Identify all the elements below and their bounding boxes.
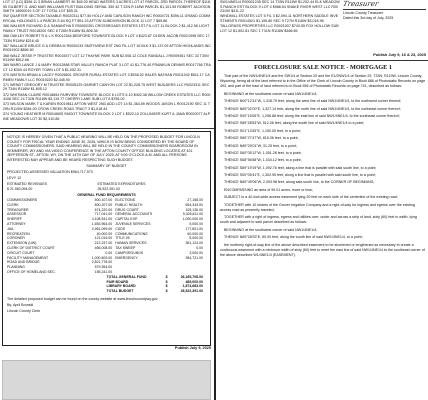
budget-summary-heading: SUMMARY OF BUDGET [86, 163, 127, 168]
foreclosure-paragraph: BEGINNING at the southwest corner of said NW1/4NE1/4; [224, 227, 318, 232]
budget-item-amount: 4,108,541.00 [91, 217, 113, 222]
right-column [218, 0, 428, 400]
foreclosure-paragraph: THENCE N89°28'53"E, 60.00 feet, along the south line of said NW1/4NE1/4, to a point; [224, 235, 363, 240]
budget-item-name: EMERGENCY [115, 255, 138, 260]
budget-item-name: CAPITAL EXP. [115, 217, 138, 222]
budget-section-heading: GENERAL FUND REQUIREMENTS [77, 192, 136, 197]
budget-item-amount: 40,000.00 [96, 231, 113, 236]
budget-item-amount: 3,000.00 [189, 250, 203, 255]
budget-totals-table [7, 275, 206, 294]
budget-total-amount: 489,000.00 [185, 279, 203, 284]
budget-item-name: TAX SWEEP [115, 246, 136, 251]
budget-total-amount: 26,165,708.00 [180, 274, 203, 279]
signature-line [343, 9, 426, 10]
budget-total-currency: $ [165, 284, 168, 289]
foreclosure-paragraph: THENCE S00°15'05"E, 1,296.88 feet, along the east line of said NW1/4NE1/4, to the southeast corner thereof; [224, 113, 400, 118]
budget-item-amount: 155,241.00 [94, 270, 113, 275]
budget-item-name: EXTENSION (UW) [7, 241, 37, 246]
budget-total-label: TOTAL GENERAL FUND [106, 274, 147, 279]
tax-list-entry: 367 WALLACE BRUCE G & DEBRA M R0000233 SMITHVIEW EST 2ND FIL LOT 16 BLK 3 $1,137.09 AFTON HIGHLANDS INC R0011902 $896.50 [3, 43, 211, 53]
left-column [0, 0, 213, 400]
budget-signer: By: April Brunski [7, 303, 34, 308]
budget-item-name: ROAD AND BRIDGE [7, 260, 40, 265]
foreclosure-paragraph: THENCE N89°49'06"W, 2,093.98 feet, along said south line, to the CORNER OF BEGINNING; [224, 180, 375, 185]
budget-item-amount: 5,426,611.00 [182, 212, 203, 217]
budget-item-name: JAIL [7, 226, 15, 231]
foreclosure-paragraph: TOGETHER with 10 shares of the Grover Irrigation Company and a right-of-way for ingress and egress over the existing access road as presently traveled; [220, 202, 415, 212]
foreclosure-notice [220, 64, 426, 400]
budget-item-amount: 579,354.00 [94, 265, 113, 270]
foreclosure-body [220, 74, 426, 258]
col-expend-label: ESTIMATED EXPENDITURES [97, 181, 146, 186]
budget-item-name: CLERK [7, 202, 19, 207]
budget-item-amount: 500,107.00 [94, 198, 113, 203]
tax-list-entry: 371 WENDT GREGORY M TRUSTEE R0005125 GARNET CANYON LOT 22 $1,228.75 WEST BUILDERS LLC R0023311 SEC 29 T34N R118W $1,605.12 [3, 82, 210, 92]
budget-valuation: PROJECTED ASSESSED VALUATION $964,717,973 [7, 169, 93, 174]
budget-item-amount: 212,237.00 [94, 241, 113, 246]
budget-item-amount: 60,000.00 [187, 231, 203, 236]
signature-name: Lincoln County Treasurer [343, 11, 384, 15]
budget-item-name: CIRCUIT COURT [7, 250, 35, 255]
tax-list-entry: 368 WALZ JESSE P TRUSTEE R0015577 LOT 12 THAYNE PARK SUB $2,008.12 COLE RANDALL J R0009451 SEC 33 T30N R119W $512.66 [3, 53, 209, 63]
budget-item-name: RECREATION [7, 231, 30, 236]
budget-item-name: COMMUNICATIONS [115, 231, 148, 236]
col-receipts-value: $ 21,963,094.00 [7, 186, 33, 191]
foreclosure-paragraph: THENCE S68°56'58"W, 1,034.12 feet, to a point; [224, 158, 302, 163]
tax-list-entry: 368 OAKLEY ROBERT R & L K R0012344 BEDFORD TOWNSITE BLOCK 9 LOT 4 $423.87 OLSEN JACOB R0021998 SEC 17 T33N R119W $216.45 [3, 33, 210, 43]
col-expend-value: 28,522,391.00 [97, 186, 120, 191]
budget-total-row [7, 289, 206, 294]
col-receipts-label: ESTIMATED REVENUES [7, 181, 47, 186]
budget-table [7, 198, 206, 275]
budget-item-amount: 121,019.00 [94, 236, 113, 241]
foreclosure-paragraph: THENCE N89°29'01"W, 31.25 feet, to a point; [224, 143, 297, 148]
budget-item-amount: 0.00 [105, 250, 113, 255]
budget-item-amount: 1,000,000.00 [182, 217, 203, 222]
tax-list-entry: 366 WALKER RICHARD D & SAMANTHA S R00002391 CROSSROADS ESTATES 1ST FIL LOT 11 BLOCK 2 $1,412.56 LICHT FAMILY TRUST R0018200 SEC 6 T26N R118W $1,806.35 [3, 24, 210, 33]
budget-item-name: GENERAL ACCOUNTS [115, 212, 153, 217]
tax-list-entry: SW QUARTER SECTION TAXABLE R0020311 $77.50 HOLLY AND CARLSON RANCH INC R0004721 $396.11 GRAND COMMERCIAL HOLDINGS 1.4 PARCELS 84 SQ FT $91.23 AFTON SUBDIVISION BLOCK 11 LOT 7 $65.86 [3, 14, 211, 23]
budget-item-name: SHERIFF [7, 217, 22, 222]
budget-item-amount: 1,000,609.00 [91, 255, 113, 260]
budget-item-name: CORONER [7, 236, 25, 241]
budget-total-amount: 1,874,683.00 [182, 284, 203, 289]
budget-item-amount: 2,821,778.00 [91, 260, 113, 265]
foreclosure-title: FORECLOSURE SALE NOTICE - MORTGAGE 1 [254, 64, 392, 71]
tax-list-entry: 370 WATSON BRIAN & LACEY R0026601 GROVER RURAL ESTATES LOT 3 $938.02 HALES NATHAN R0011042 $611.17 CARMEN FAMILY LLC R0019220 $2,445.90 [3, 73, 210, 82]
notice-entry: WINDMILL ESTATES LOT 5 FIL 3 $2,094.11 NORTHERN SADDLE INVESTMENTS R0014521 $1,195.80 SEC 9 T27N R116W $3,018.96 [220, 14, 339, 23]
spacer [7, 289, 107, 294]
foreclosure-paragraph: the northerly right-of-way line of the above described easement to be shortened or lengthened as necessary to create a continuous easement with a minimum width of sixty (60) feet to meet the east line of said NW1/4NE1/4 to the southeast corner of the above described W1/4NE1/4 (EASEMENT). [220, 242, 425, 258]
budget-total-label: FAIR BOARD [106, 279, 129, 284]
budget-item-amount: 177,801.00 [185, 226, 203, 231]
budget-total-currency: $ [165, 279, 168, 284]
budget-item-name: HUMAN SERVICES [115, 241, 147, 246]
delinquent-tax-list [3, 0, 211, 125]
budget-item-name: ASSESSOR [7, 212, 27, 217]
budget-item-name: COMMISSIONERS [7, 198, 38, 203]
budget-item-amount: 1,653,964.00 [91, 222, 113, 227]
budget-item-amount: 5,000.00 [189, 236, 203, 241]
foreclosure-paragraph: THENCE S89°19'19"W, 1,092.76 feet, along a line that is parallel with said south line, to a point; [224, 165, 377, 170]
foreclosure-paragraph: BEGINNING at the southwest corner of said NW1/4NE1/4; [224, 91, 318, 96]
notice-top-list [220, 0, 340, 50]
budget-signer-title: Lincoln County Clerk [7, 309, 41, 313]
budget-item-name: TREASURER [7, 207, 29, 212]
budget-notice-box [2, 131, 211, 346]
foreclosure-paragraph: THENCE S60°05'12"W, 1,051.28 feet, to a point; [224, 150, 302, 155]
budget-item-amount: 465,008.00 [94, 246, 113, 251]
section-divider [218, 60, 428, 61]
budget-item-name: DRUG COURT [115, 207, 139, 212]
budget-item-name: CAMPGROUNDS [115, 250, 144, 255]
notice-entry: TALLGRASS PROPERTIES LLC R0021007 $743.55 FOX HOLLOW SUB LOT 12 $1,502.81 SEC 1 T31N R118W $366.55 [220, 24, 339, 33]
budget-item-amount: 694,343.00 [185, 202, 203, 207]
budget-item-amount: 27,158.00 [187, 198, 203, 203]
budget-item-amount: 674,220.00 [94, 207, 113, 212]
foreclosure-paragraph: THENCE S89°27'47"W, 815.06 feet, to a point; [224, 136, 299, 141]
foreclosure-paragraph: TOGETHER with a right of ingress, egress and utilities over, under and across a strip of land, sixty (60) feet in width, lying south and adjacent to said parcel described as follows: [220, 215, 417, 225]
budget-intro: NOTICE IS HEREBY GIVEN THAT A PUBLIC HEARING WILL BE HELD ON THE PROPOSED BUDGET FOR LINCOLN COUNTY FOR FISCAL YEAR ENDING JUNE 30, 2026, WHICH IS NOW BEING CONSIDERED BY THE BOARD OF COUNTY COMMISSIONERS. SAID HEARING WILL BE HELD IN THE COUNTY COMMISSIONERS BOARDROOM IN KEMMERER, WY AND VIA VIDEO CONFERENCE IN THE AFTON COUNTY OFFICE BUILDING LOCATED AT 421 JEFFERSON ST., AFTON, WY, ON THE 14TH DAY OF JULY 2025, AT 9:00 O'CLOCK A.M. AND ALL PERSONS INTERESTED MAY APPEAR AND BE HEARD RESPECTING SUCH BUDGET. [7, 135, 200, 162]
budget-item-amount: 2,961,099.00 [91, 226, 113, 231]
tax-list-entry: 369 WARD LANCE J & MARY R0012888 STAR VALLEY RANCH PLAT 3 LOT 41 $1,776.40 FRANKLIN DENNIS R0017766 TRACT 12 $300.44 ROYER TOWN LOT 5 $1,052.31 [3, 63, 211, 72]
foreclosure-paragraph: THENCE S89°28'53"W, 512.06 feet, along the south line of said NW1/4NE1/4 to a point; [224, 121, 365, 126]
budget-item-name: CLERK OF DISTRICT COURT [7, 246, 55, 251]
notice-entry: SW1/4NE1/4 R00001245 SEC 14 T33N R119W $1,202.44 ELK MEADOWS RANCH EST BLOCK 9 LOT 4 $988.54 SNAKE RIVER WEST LLC R0023190 $411.22 [220, 0, 340, 14]
budget-item-amount: 800,207.00 [94, 202, 113, 207]
tax-list-entry: LOT 17 (LD) $396.11 3 BRIAN LAMBERT 4K $45.00 HEAD WATERS 3 ACRES LOT 47 PARCEL 2RD PARCEL THEREOF $118.55 GILBERT G. AND MAR WILLIAMS PLIST BUILDING SERIAL 350 42 T 22N.R 118W PARCEL $1,101.55 ROBERT JACKSON SMITH 18900019 3 OF 17 TOTAL LOT $55.31 [3, 0, 211, 14]
budget-revenue-header [7, 182, 206, 192]
budget-item-amount: 5,000.00 [189, 222, 203, 227]
tax-list-entry: 374 YOUNG HEATHER M R0016605 SMOOT TOWNSITE BLOCK 2 LOT 1 $522.10 ZOLLINGER KURT & JANA R0020077 ALPINE MEADOWS LOT 30 $2,310.85 [3, 112, 211, 121]
budget-item-name: ATTORNEY [7, 222, 26, 227]
tax-list-entry: 373 WILSON MARK T & KAREN R0019811 AFTON WEST 2ND ADD LOT 14 $1,364.59 WOODS JASON L R0012190 SEC 11 T29N R119W $284.00 CROW CREEK ROAD TRACT 3 $1,018.44 [3, 102, 211, 111]
column-divider [214, 0, 216, 400]
foreclosure-paragraph: ENCOMPASSING an area of 99.01 acres, more or less; [224, 187, 313, 192]
budget-item-amount: 361,124.00 [185, 241, 203, 246]
budget-item-name: ELECTIONS [115, 198, 136, 203]
budget-item-name: PUBLIC HEALTH [115, 202, 143, 207]
foreclosure-paragraph: THENCE N00°12'41"W, 1,318.79 feet, along the west line of said NW1/4NE1/4, to the northwest corner thereof; [224, 99, 402, 104]
budget-closing: The detailed proposed budget can be found on the county website at www.lincolncountywy.gov [7, 297, 158, 302]
foreclosure-paragraph: THENCE S00°05'41"E, 1,302.95 feet, along a line that is parallel with said south line, to a point; [224, 173, 376, 178]
signature-block [343, 0, 426, 50]
foreclosure-paragraph: THENCE N89°32'00"E, 1,327.14 feet, along the north line of said NW1/4NE1/4, to the northeast corner thereof; [224, 106, 401, 111]
budget-item-name: TITLE 25 [115, 236, 130, 241]
publish-date-right: Publish July 9, 16 & 23, 2025 [373, 52, 426, 57]
budget-total-currency: $ [165, 274, 168, 279]
budget-total-currency: $ [165, 289, 168, 294]
budget-item-name: FACILITY MANAGEMENT [7, 255, 49, 260]
budget-item-amount: 717,041.00 [94, 212, 113, 217]
budget-item-amount: 0.00 [196, 246, 203, 251]
signature-date: Dated this 3rd day of July, 2025 [343, 15, 394, 20]
budget-item-name: OFFICE OF HOMELAND SEC. [7, 270, 56, 275]
blank-ad-box [2, 360, 211, 400]
budget-total-amount: 28,522,391.00 [180, 289, 203, 294]
budget-item-name: CSOS [115, 226, 126, 231]
budget-item-amount: 105,136.00 [185, 207, 203, 212]
foreclosure-paragraph: That part of the NW1/4NE1/4 and the SW1/4 of Section 20 and the E1/2NW1/4 of Section 29, T33N, R119W, Lincoln County, Wyoming, being all of the land referred to in the Office of the Clerk of Lincoln County in Book 886 of Photostatic Records on page 493, and part of the tract of land referred to in Book 556 of Photostatic Records on page 741, described as follows: [220, 74, 426, 89]
budget-item-name: PLANNING [7, 265, 25, 270]
publish-date-left: Publish July 9, 2025 [174, 346, 211, 350]
budget-levy: LEVY 12 [7, 175, 22, 180]
tax-list-entry: 372 WHITMAN CLAIRE R0018654 FAIRVIEW TOWNSITE BLOCK 6 LOTS 9-10 $402.38 WILLOW CREEK ESTATES LLC R0004108 SEC 24 T32N R118W $3,119.77 CHERRY LANE SUB LOT 8 $755.02 [3, 92, 211, 102]
handwritten-signature: Treasurer [342, 0, 380, 8]
section-divider [0, 128, 214, 129]
foreclosure-paragraph: THENCE S01°13'45"E, 1,150.00 feet, to a point; [224, 128, 301, 133]
budget-total-label: TOTAL BUDGET [106, 289, 134, 294]
budget-item-amount: 284,721.00 [185, 255, 203, 260]
foreclosure-paragraph: SUBJECT to a 40-foot-wide access easement lying 20 feet on each side of the centerline of the existing road; [224, 195, 398, 200]
budget-total-label: LIBRARY BOARD [106, 284, 136, 289]
budget-item-name: JUVENILE SERVICES [115, 222, 151, 227]
